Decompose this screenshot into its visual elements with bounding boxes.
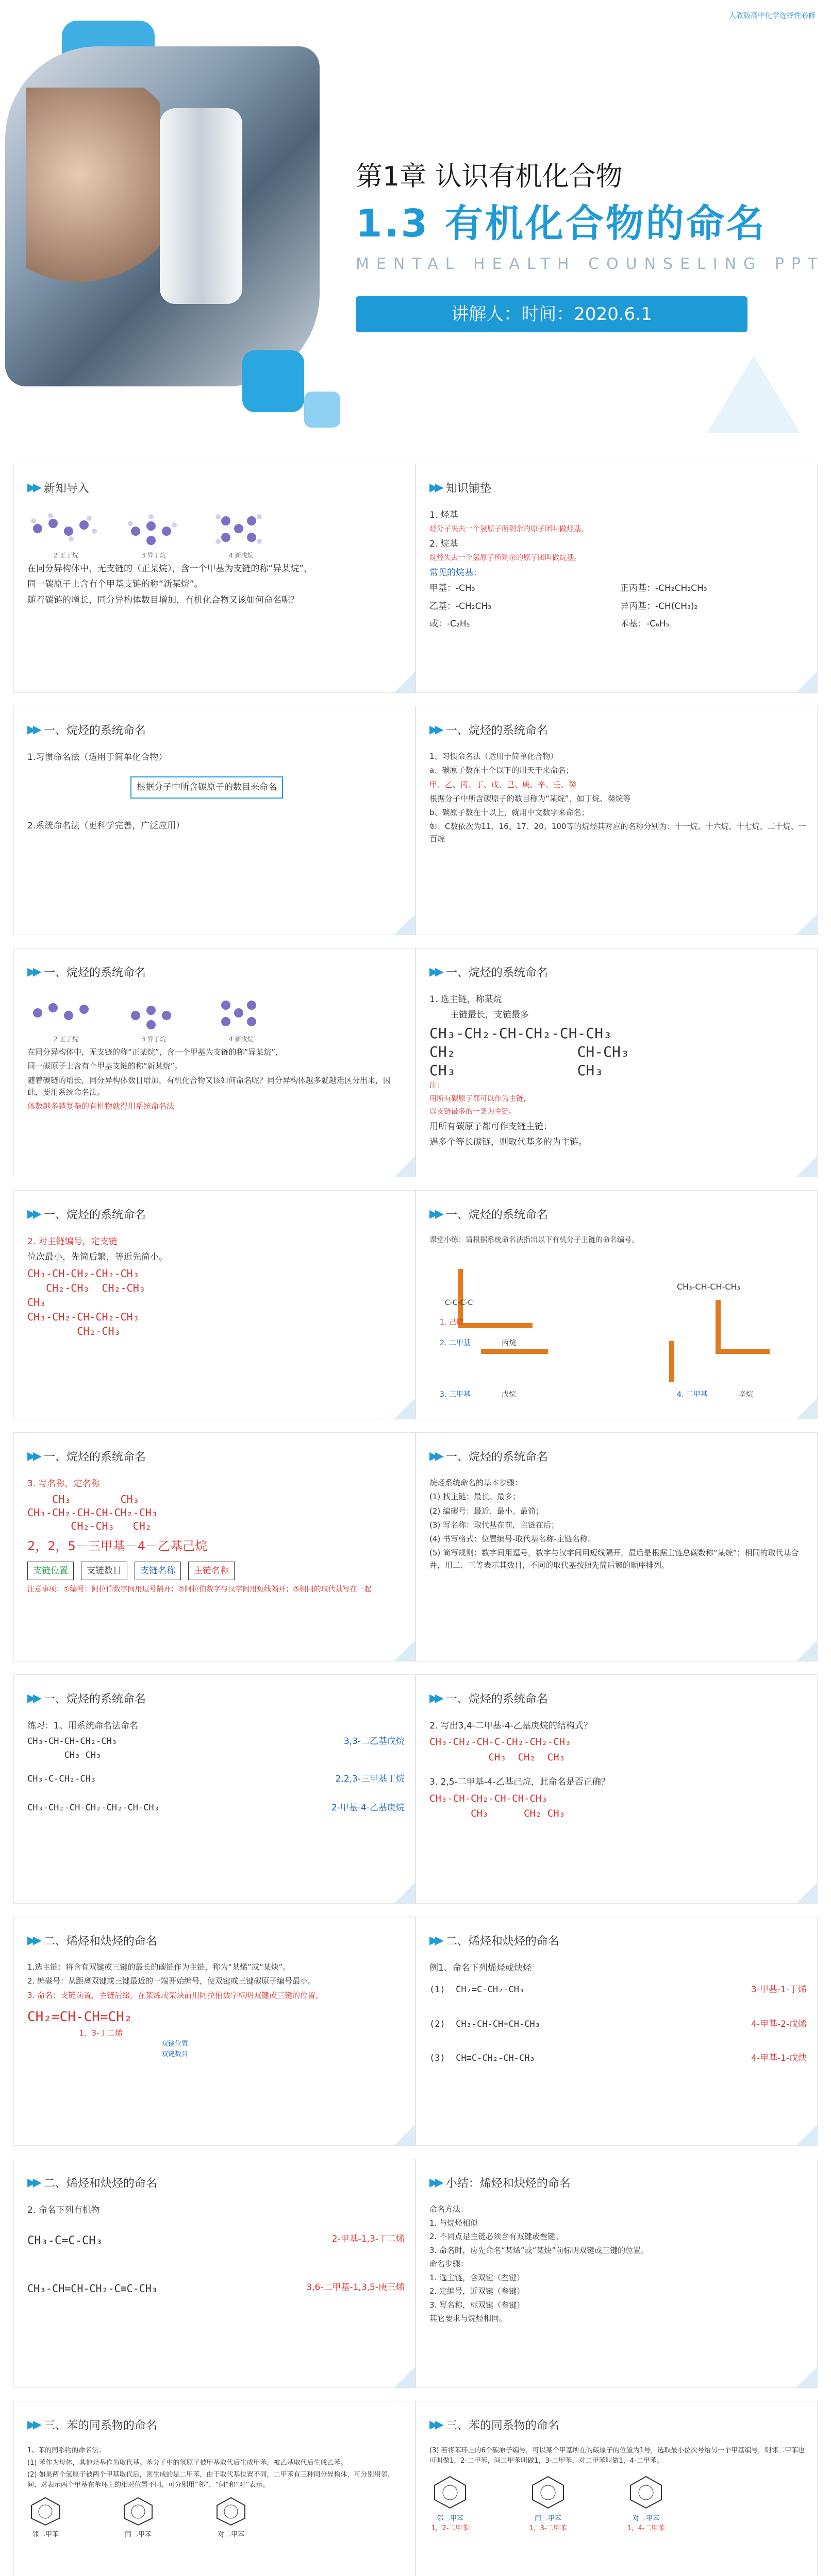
slide-body: 3. 写名称，定名称 CH₃ CH₃ CH₃-CH₂-CH-CH-CH₂-CH₃ CH₂-CH₃ CH₂ 2，2，5－三甲基－4－乙基己烷 支链位置 支链数目 支链名称 主链名称 注意事项：①编号：阿拉伯数字间用逗号隔开；②阿拉伯数字与汉字间用短线隔开；③相同的取代基写在一起 [27,1477,405,1598]
double-arrow-icon: ▶▶ [27,1934,39,1947]
slide-heading: ▶▶ 一、烷烃的系统命名 [27,1450,146,1464]
slide-benzene-1 [13,2401,415,2576]
slide-heading: ▶▶ 新知导入 [27,481,89,495]
slide-body: 烷烃系统命名的基本步骤： (1) 找主链：最长、最多； (2) 编碳号：最近、最小、最简； (3) 写名称：取代基在前，主链在后； (4) 书写格式：位置编号-取代基名称-主链名称。 (5) 简写规则：数字间用逗号，数字与汉字间用短线隔开，最后是根据主链总碳数称“某烷”；相同的取代基合并，用二、三等表示其数目，不同的取代基按照先简后繁的顺序排列。 [429,1478,799,1570]
molecule-model-icon: 3 异丁烷 [115,995,192,1041]
slide-writing-name [13,1432,415,1662]
corner-decor [394,1640,415,1661]
slide-intro [13,464,415,693]
corner-decor [394,1398,415,1419]
slide-exercise-2 [415,1674,818,1904]
corner-decor [394,672,415,692]
corner-decor [796,1398,817,1419]
double-arrow-icon: ▶▶ [27,1692,39,1705]
slide-body: 1.选主链：将含有双键或三键的最长的碳链作为主链，称为“某烯”或“某炔”。 2. 编碳号：从距离双键或三键最近的一端开始编号，使双键或三键碳原子编号最小。 3. 命名：支链前置，主链后缀，在某烯或某炔前用阿拉伯数字标明双键或三键的位置。 CH₂=CH-CH=CH₂ 1，3-丁二烯 双键位置 双键数目 [27,1962,324,2059]
molecule-model-icon: 3 异丁烷 [115,511,192,557]
slide-body: 1. 选主链，称某烷 主链最长，支链最多 CH₃-CH₂-CH-CH₂-CH-CH₃ CH₂ CH-CH₃ CH₃ CH₃ 注： 用所有碳原子都可以作为主链， 以支链最多的一条为主链。 用所有碳原子都可作支链主链： 遇多个等长碳链，则取代基多的为主链。 [429,993,807,1151]
double-arrow-icon: ▶▶ [429,1450,441,1463]
double-arrow-icon: ▶▶ [429,965,441,978]
slide-heading: ▶▶ 一、烷烃的系统命名 [27,965,146,979]
double-arrow-icon: ▶▶ [27,1208,39,1221]
compound-name: 2，2，5－三甲基－4－乙基己烷 [27,1539,208,1554]
slide-alkene-naming [13,1917,415,2146]
double-arrow-icon: ▶▶ [27,481,39,494]
benzene-ring-icon: 邻二甲苯 1，2-二甲苯 [429,2474,471,2534]
corner-decor [394,2125,415,2145]
corner-decor [796,2125,817,2145]
benzene-ring-icon: 对二甲苯 [213,2495,249,2539]
double-arrow-icon: ▶▶ [429,2418,441,2431]
slide-body: 2 正丁烷 3 异丁烷 4 新戊烷 在同分异构体中，无支链的称“正某烷”，含一个甲基为支链的称“异某烷”， 同一碳原子上含有个甲基支链的称“新某烷”。 随着碳链的增长，同分异构体数目增加，有机化合物又该如何命名呢？同分异构体越多就越难区分出来，因此，要用系统命名法。 体数越多越复杂的有机物就得用系统命名法 [27,993,405,1114]
slide-common-naming [415,706,818,935]
benzene-ring-icon: 邻二甲苯 [27,2495,63,2539]
molecule-model-icon: 2 正丁烷 [27,995,105,1041]
chain-diagrams [429,1248,801,1393]
slide-body: 1、习惯命名法（适用于简单化合物） a、碳原子数在十个以下的用天干来命名； 甲、乙、丙、丁、戊、己、庚、辛、壬、癸 根据分子中所含碳原子的数目称为“某烷”，如丁烷、癸烷等 b、碳原子数在十以上，就用中文数字来命名； 如：C数依次为11、16、17、20、100等的烷烃其对应的名称分别为：十一烷、十六烷、十七烷、二十烷、一百烷 [429,752,806,843]
corner-decor [796,1156,817,1177]
slide-heading: ▶▶ 三、苯的同系物的命名 [27,2418,157,2432]
slide-body: 1、苯的同系物的命名法： (1) 苯作为母体，其他烃基作为取代基。苯分子中的氢原子被甲基取代后生成甲苯，被乙基取代后生成乙苯。 (2) 如果两个氢原子被两个甲基取代后，则生成的是二甲苯，由于取代基位置不同，二甲苯有三种同分异构体，可分别用邻、间、对表示两个甲基在苯环上的相对位置不同。可分别用“邻”、“间”和“对”表示。 邻二甲苯 间二甲苯 对二甲苯 [27,2446,405,2539]
molecule-row [27,511,405,560]
slide-body: (3) 若将苯环上的6个碳原子编号，可以某个甲基所在的碳原子的位置为1号，选取最小位次号给另一个甲基编号，则邻二甲苯也可叫做1，2-二甲苯，间二甲苯叫做1，3-二甲苯，对二甲苯叫做1，4-二甲苯。 邻二甲苯 1，2-二甲苯 间二甲苯 1，3-二甲苯 对二甲苯 1，4-二甲苯 [429,2446,807,2534]
corner-mark: 人教版高中化学选择性必修 [729,12,816,20]
subtitle-en: MENTAL HEALTH COUNSELING PPT [356,255,825,273]
slide-heading: ▶▶ 一、烷烃的系统命名 [429,723,548,737]
decor-triangle [707,355,800,433]
slide-isomers [13,948,415,1177]
corner-decor [796,914,817,935]
molecule-model-icon: 4 新戊烷 [203,511,280,557]
slide-body: 2 正丁烷 3 异丁烷 4 新戊烷 在同分异构体中，无支链的（正某烷），含一个甲基为支链的称“异某烷”， 同一碳原子上含有个甲基支链的称“新某烷”。 随着碳链的增长，同分异构体数目增加，有机化合物又该如何命名呢？ [27,509,405,609]
corner-decor [394,1156,415,1177]
slide-heading: ▶▶ 一、烷烃的系统命名 [27,723,146,737]
slide-exercise-1 [13,1674,415,1904]
slide-numbering [13,1190,415,1419]
chapter-title: 第1章 认识有机化合物 [356,161,623,192]
corner-decor [394,914,415,935]
slide-heading: ▶▶ 一、烷烃的系统命名 [27,1692,146,1706]
slide-body: 练习：1、用系统命名法命名 CH₃-CH-CH-CH₂-CH₃ 3,3-二乙基戊烷 CH₃ CH₃ CH₃-C-CH₂-CH₃ 2,2,3-三甲基丁烷 CH₃-CH₂-CH-CH₂-CH₂-CH-CH₃ 2-甲基-4-乙基庚烷 [27,1721,405,1814]
slide-main-chain [415,948,818,1177]
slide-benzene-2 [415,2401,818,2576]
slide-basics [415,464,818,693]
slide-heading: ▶▶ 一、烷烃的系统命名 [429,1692,548,1706]
structural-formula: CH₃-CH-CH₂-CH₂-CH₃ CH₂-CH₃ CH₂-CH₃ CH₃ CH₃-CH₂-CH-CH₂-CH₃ CH₂-CH₃ [27,1267,145,1337]
double-arrow-icon: ▶▶ [27,2418,39,2431]
double-arrow-icon: ▶▶ [429,723,441,736]
slide-practice-1 [415,1190,818,1419]
slide-heading: ▶▶ 二、烯烃和炔烃的命名 [27,1934,157,1948]
slide-alkane-naming-intro [13,706,415,935]
slide-alkene-summary [415,2159,818,2388]
double-arrow-icon: ▶▶ [27,965,39,978]
corner-decor [796,1640,817,1661]
slide-heading: ▶▶ 二、烯烃和炔烃的命名 [429,1934,559,1948]
benzene-row [27,2495,405,2539]
structural-formula: CH₃-CH-CH₂-CH-CH-CH₃ CH₃ CH₂ CH₃ [429,1792,566,1819]
structural-formula: CH₃ CH₃ CH₃-CH₂-CH-CH-CH₂-CH₃ CH₂-CH₃ CH₂ [27,1493,158,1533]
slide-heading: ▶▶ 二、烯烃和炔烃的命名 [27,2176,157,2190]
double-arrow-icon: ▶▶ [429,2176,441,2189]
svg-text:C-C-C-C: C-C-C-C [445,1298,473,1307]
structural-formula: CH₃-CH₂-CH-C-CH₂-CH₂-CH₃ CH₃ CH₂ CH₃ [429,1736,571,1763]
slide-body: 课堂小练：请根据系统命名法指出以下有机分子主链的命名编号。 C-C-C-C CH₃-CH-CH-CH₃ 1. 己烷 2. 二甲基 丙烷 3. 三甲基 戊烷 4. 二甲基 辛烷 [429,1235,807,1396]
slide-heading: ▶▶ 一、烷烃的系统命名 [429,965,548,979]
corner-decor [394,2367,415,2387]
decor-square [242,350,304,412]
slide-alkene-exercise [13,2159,415,2388]
double-arrow-icon: ▶▶ [27,1450,39,1463]
benzene-ring-icon: 间二甲苯 1，3-二甲苯 [527,2474,569,2534]
scientist-figure [26,88,160,304]
slide-steps-summary [415,1432,818,1662]
double-arrow-icon: ▶▶ [429,1692,441,1705]
slide-body: 2. 写出3,4-二甲基-4-乙基庚烷的结构式？ CH₃-CH₂-CH-C-CH₂-CH₂-CH₃ CH₃ CH₂ CH₃ 3. 2,5-二甲基-4-乙基己烷，此命名是否正确？ CH₃-CH-CH₂-CH-CH-CH₃ CH₃ CH₂ CH₃ [429,1719,807,1821]
slide-heading: ▶▶ 一、烷烃的系统命名 [429,1208,548,1222]
double-arrow-icon: ▶▶ [429,1208,441,1221]
slide-heading: ▶▶ 知识铺垫 [429,481,491,495]
speaker-pill: 讲解人：时间：2020.6.1 [356,296,747,332]
molecule-row [27,995,405,1041]
double-arrow-icon: ▶▶ [429,1934,441,1947]
decor-square [304,392,340,428]
benzene-ring-icon: 对二甲苯 1，4-二甲苯 [625,2474,667,2534]
molecule-model-icon: 4 新戊烷 [203,995,280,1041]
corner-decor [796,2367,817,2387]
lesson-title: 1.3 有机化合物的命名 [356,201,767,246]
slide-body: 命名方法： 1. 与烷烃相似 2. 不同点是主链必须含有双键或叁键。 3. 命名时，应先命名“某烯”或“某炔”前标明双键或三键的位置。 命名步骤： 1. 选主链，含双键（叁键） 2. 定编号，近双键（叁键） 3. 写名称，标双键（叁键） 其它要求与烷烃相同。 [429,2205,649,2323]
slide-body: 例1、命名下列烯烃或炔烃 (1) CH₂=C-CH₂-CH₃ 3-甲基-1-丁烯 (2) CH₃-CH-CH=CH-CH₃ 4-甲基-2-戊烯 (3) CH≡C-CH₂-CH-CH₃ 4-甲基-1-戊炔 [429,1963,807,2064]
slide-heading: ▶▶ 小结：烯烃和炔烃的命名 [429,2176,571,2190]
alkyl-list: 甲基：-CH₃ 正丙基：-CH₂CH₂CH₃ 乙基：-CH₂CH₃ 异丙基：-CH(CH₃)₂ 或：-C₂H₅ 苯基：-C₆H₅ [429,583,707,630]
cover-photo [5,46,320,386]
slide-body: 1.习惯命名法（适用于简单化合物） 根据分子中所含碳原子的数目来命名 2.系统命名法（更科学完善，广泛应用） [27,751,405,835]
benzene-ring-icon: 间二甲苯 [120,2495,156,2539]
name-parts: 支链位置 支链数目 支链名称 主链名称 [27,1562,405,1580]
slide-heading: ▶▶ 一、烷烃的系统命名 [429,1450,548,1464]
double-arrow-icon: ▶▶ [27,2176,39,2189]
slide-heading: ▶▶ 三、苯的同系物的命名 [429,2418,559,2432]
slide-body: 1. 烃基 烃分子失去一个氢原子所剩余的原子团叫做烃基。 2. 烷基 烷烃失去一个氢原子所剩余的原子团叫做烷基。 常见的烷基： 甲基：-CH₃ 正丙基：-CH₂CH₂CH₃ 乙基：-CH₂CH₃ 异丙基：-CH(CH₃)₂ 或：-C₂H₅ 苯基：-C₆H₅ [429,509,807,631]
note-bubble: 根据分子中所含碳原子的数目来命名 [130,776,283,798]
double-arrow-icon: ▶▶ [429,481,441,494]
benzene-row [429,2474,807,2534]
molecule-model-icon: 2 正丁烷 [27,511,105,557]
microscope-figure [160,108,242,304]
corner-decor [796,1883,817,1903]
slide-body: 2. 命名下列有机物 CH₃-C=C-CH₃ 2-甲基-1,3-丁二烯 CH₃-CH=CH-CH₂-C≡C-CH₃ 3,6-二甲基-1,3,5-庚三烯 [27,2205,405,2295]
svg-text:CH₃-CH-CH-CH₃: CH₃-CH-CH-CH₃ [677,1281,740,1292]
corner-decor [796,672,817,692]
cover-slide-top [0,0,831,453]
slide-heading: ▶▶ 一、烷烃的系统命名 [27,1208,146,1222]
double-arrow-icon: ▶▶ [27,723,39,736]
slide-body: 2. 对主链编号，定支链 位次最小，先简后繁，等近先简小。 CH₃-CH-CH₂-CH₂-CH₃ CH₂-CH₃ CH₂-CH₃ CH₃ CH₃-CH₂-CH-CH₂-CH₃ CH₂-CH₃ [27,1235,405,1338]
slide-alkene-examples [415,1917,818,2146]
corner-decor [394,1883,415,1903]
structural-formula: CH₃-CH₂-CH-CH₂-CH-CH₃ CH₂ CH-CH₃ CH₃ CH₃ [429,1024,629,1079]
